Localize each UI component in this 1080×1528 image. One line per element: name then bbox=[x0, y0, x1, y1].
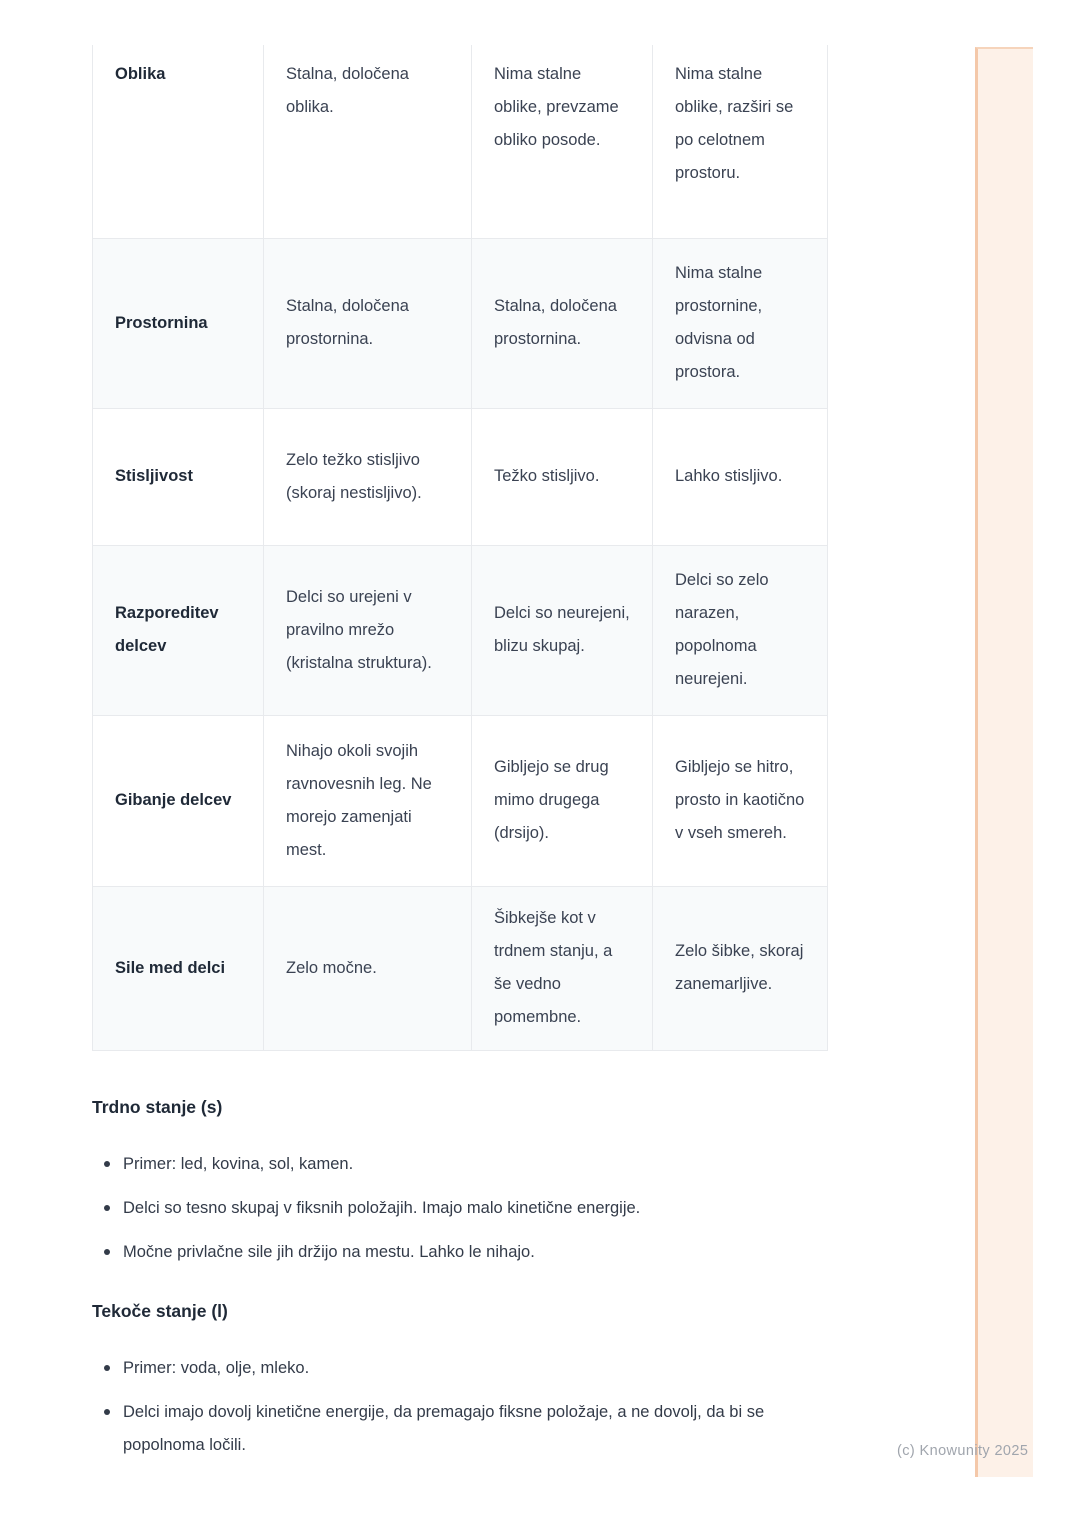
table-row bbox=[93, 545, 828, 715]
table-cell-liquid: Nima stalne oblike, prevzame obliko posode. bbox=[472, 45, 653, 238]
notes-sections bbox=[92, 1097, 827, 1462]
table-cell-liquid: Šibkejše kot v trdnem stanju, a še vedno pomembne. bbox=[472, 886, 653, 1050]
table-cell-gas: Nima stalne prostornine, odvisna od prostora. bbox=[653, 238, 828, 408]
copyright-watermark: (c) Knowunity 2025 bbox=[897, 1443, 1029, 1459]
table-row bbox=[93, 238, 828, 408]
table-row bbox=[93, 408, 828, 545]
row-label-compressibility: Stisljivost bbox=[93, 408, 264, 545]
list-item: Močne privlačne sile jih držijo na mestu. Lahko le nihajo. bbox=[92, 1236, 813, 1269]
list-item: Primer: voda, olje, mleko. bbox=[92, 1352, 813, 1385]
table-cell-solid: Nihajo okoli svojih ravnovesnih leg. Ne morejo zamenjati mest. bbox=[264, 715, 472, 886]
table-cell-solid: Stalna, določena prostornina. bbox=[264, 238, 472, 408]
table-cell-solid: Stalna, določena oblika. bbox=[264, 45, 472, 238]
document-content bbox=[92, 45, 827, 1462]
row-label-particle-motion: Gibanje delcev bbox=[93, 715, 264, 886]
states-of-matter-table bbox=[92, 45, 828, 1051]
table-cell-liquid: Težko stisljivo. bbox=[472, 408, 653, 545]
table-cell-gas: Gibljejo se hitro, prosto in kaotično v vseh smereh. bbox=[653, 715, 828, 886]
table-cell-solid: Delci so urejeni v pravilno mrežo (kristalna struktura). bbox=[264, 545, 472, 715]
table-cell-solid: Zelo težko stisljivo (skoraj nestisljivo). bbox=[264, 408, 472, 545]
liquid-state-bullet-list bbox=[92, 1352, 827, 1462]
table-cell-gas: Lahko stisljivo. bbox=[653, 408, 828, 545]
table-cell-liquid: Gibljejo se drug mimo drugega (drsijo). bbox=[472, 715, 653, 886]
row-label-volume: Prostornina bbox=[93, 238, 264, 408]
table-cell-liquid: Delci so neurejeni, blizu skupaj. bbox=[472, 545, 653, 715]
solid-state-bullet-list bbox=[92, 1148, 827, 1269]
table-cell-solid: Zelo močne. bbox=[264, 886, 472, 1050]
table-cell-gas: Zelo šibke, skoraj zanemarljive. bbox=[653, 886, 828, 1050]
table-row bbox=[93, 45, 828, 238]
row-label-shape: Oblika bbox=[93, 45, 264, 238]
list-item: Delci so tesno skupaj v fiksnih položajih. Imajo malo kinetične energije. bbox=[92, 1192, 813, 1225]
table-row bbox=[93, 715, 828, 886]
table-cell-gas: Nima stalne oblike, razširi se po celotnem prostoru. bbox=[653, 45, 828, 238]
table-cell-gas: Delci so zelo narazen, popolnoma neurejeni. bbox=[653, 545, 828, 715]
section-heading-solid-state: Trdno stanje (s) bbox=[92, 1096, 223, 1117]
list-item: Primer: led, kovina, sol, kamen. bbox=[92, 1148, 813, 1181]
row-label-particle-forces: Sile med delci bbox=[93, 886, 264, 1050]
list-item: Delci imajo dovolj kinetične energije, da premagajo fiksne položaje, a ne dovolj, da bi se popolnoma ločili. bbox=[92, 1396, 813, 1462]
decorative-highlight-strip bbox=[975, 47, 1033, 1477]
table-cell-liquid: Stalna, določena prostornina. bbox=[472, 238, 653, 408]
row-label-particle-arrangement: Razporeditev delcev bbox=[93, 545, 264, 715]
table-row bbox=[93, 886, 828, 1050]
section-heading-liquid-state: Tekoče stanje (l) bbox=[92, 1300, 228, 1321]
